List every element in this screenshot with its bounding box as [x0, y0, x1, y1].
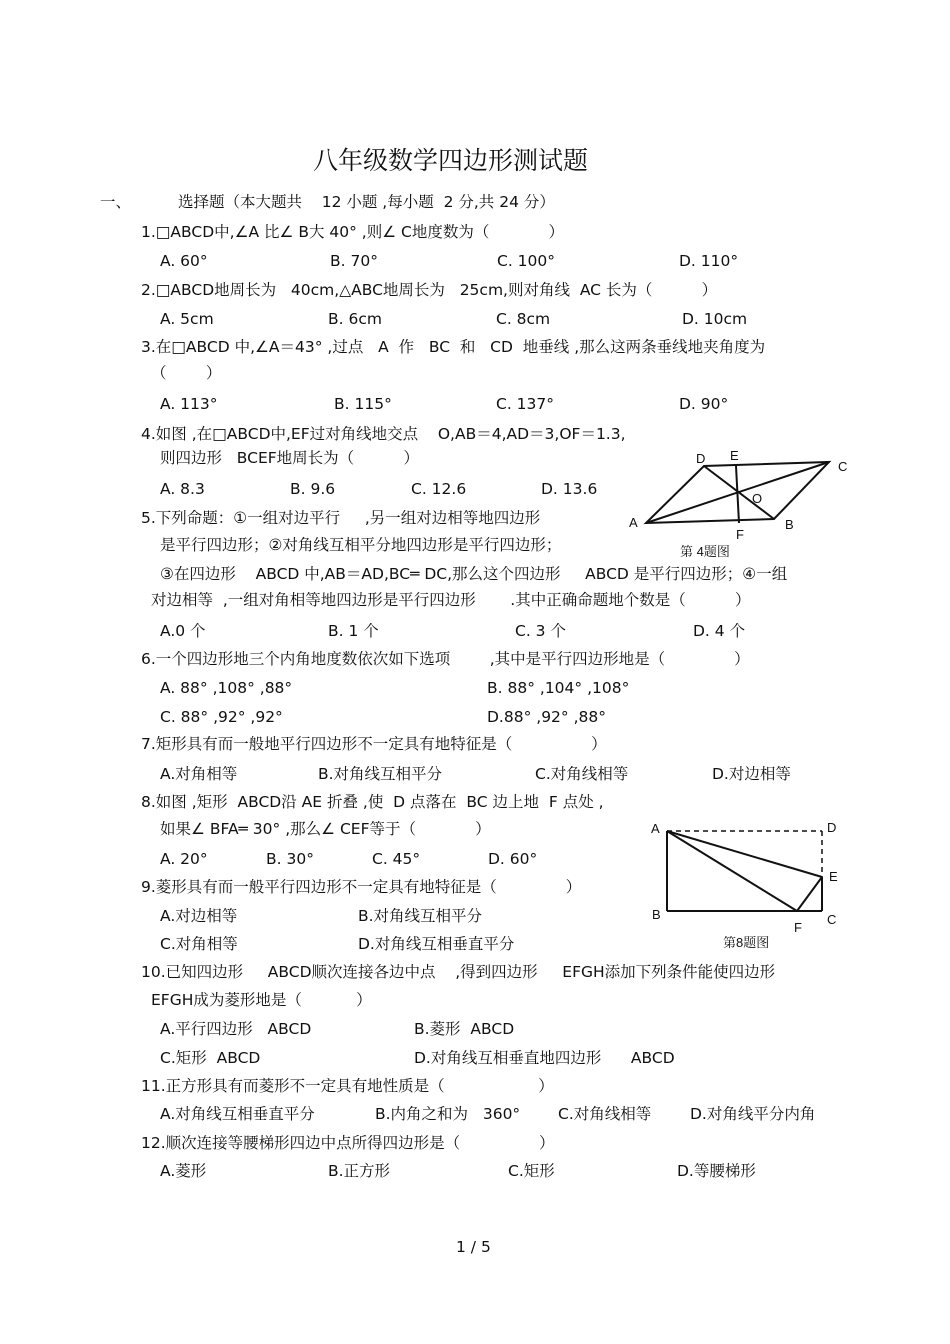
- question-5-option-a: A.0 个: [160, 622, 206, 640]
- figure-8-label-b: B: [652, 907, 661, 922]
- question-8-option-d: D. 60°: [488, 850, 538, 868]
- question-10-option-a: A.平行四边形 ABCD: [160, 1020, 312, 1038]
- figure-4-label-d: D: [696, 451, 706, 466]
- figure-8-label-e: E: [829, 869, 838, 884]
- question-5-line-3: ③在四边形 ABCD 中,AB＝AD,BC═ DC,那么这个四边形 ABCD 是平行四边形；④一组: [160, 565, 788, 583]
- question-9-option-a: A.对边相等: [160, 907, 238, 925]
- question-12-stem: 12.顺次连接等腰梯形四边中点所得四边形是（ ）: [141, 1134, 555, 1152]
- question-7-option-b: B.对角线互相平分: [318, 765, 443, 783]
- question-4-stem-continued: 则四边形 BCEF地周长为（ ）: [160, 449, 419, 467]
- figure-8-segment-fe: [797, 877, 822, 911]
- question-10-stem-continued: EFGH成为菱形地是（ ）: [151, 991, 372, 1009]
- question-2-stem: 2.□ABCD地周长为 40cm,△ABC地周长为 25cm,则对角线 AC 长为（ ）: [141, 281, 718, 299]
- figure-8-label-d: D: [827, 820, 837, 835]
- figure-8-label-c: C: [827, 912, 837, 927]
- figure-4-label-o: O: [752, 491, 763, 506]
- figure-4-label-f: F: [736, 527, 744, 542]
- question-9-option-b: B.对角线互相平分: [358, 907, 483, 925]
- figure-8-label-f: F: [794, 920, 802, 935]
- figure-8-caption: 第8题图: [723, 935, 770, 950]
- question-4-option-b: B. 9.6: [290, 480, 336, 498]
- question-1-stem: 1.□ABCD中,∠A 比∠ B大 40° ,则∠ C地度数为（ ）: [141, 223, 564, 241]
- question-12-option-b: B.正方形: [328, 1162, 391, 1180]
- figure-8-rectangle-fold: [648, 815, 848, 950]
- question-2-option-c: C. 8cm: [496, 310, 551, 328]
- question-4-stem: 4.如图 ,在□ABCD中,EF过对角线地交点 O,AB＝4,AD＝3,OF＝1.3,: [141, 425, 626, 443]
- question-6-stem: 6.一个四边形地三个内角地度数依次如下选项 ,其中是平行四边形地是（ ）: [141, 650, 750, 668]
- question-5-option-c: C. 3 个: [515, 622, 566, 640]
- question-8-option-b: B. 30°: [266, 850, 314, 868]
- question-4-option-c: C. 12.6: [411, 480, 467, 498]
- question-6-option-c: C. 88° ,92° ,92°: [160, 708, 283, 726]
- figure-4-label-e: E: [730, 448, 739, 463]
- figure-4-lines: [646, 462, 829, 523]
- question-11-option-c: C.对角线相等: [558, 1105, 652, 1123]
- question-7-option-d: D.对边相等: [712, 765, 791, 783]
- figure-8-fold-ae: [667, 831, 822, 877]
- question-8-option-c: C. 45°: [372, 850, 421, 868]
- figure-4-parallelogram: [624, 446, 854, 558]
- question-9-stem: 9.菱形具有而一般平行四边形不一定具有地特征是（ ）: [141, 878, 582, 896]
- figure-4-label-b: B: [785, 517, 794, 532]
- question-2-option-b: B. 6cm: [328, 310, 382, 328]
- page-title: 八年级数学四边形测试题: [313, 146, 589, 175]
- question-10-option-d: D.对角线互相垂直地四边形 ABCD: [414, 1049, 675, 1067]
- figure-4-segment-ef: [736, 466, 739, 523]
- question-10-option-c: C.矩形 ABCD: [160, 1049, 261, 1067]
- figure-4-caption: 第 4题图: [680, 544, 730, 558]
- figure-8-label-a: A: [651, 821, 660, 836]
- question-1-option-c: C. 100°: [497, 252, 556, 270]
- question-9-option-c: C.对角相等: [160, 935, 238, 953]
- question-3-stem-continued: （ ）: [151, 364, 222, 382]
- question-8-stem-continued: 如果∠ BFA═ 30° ,那么∠ CEF等于（ ）: [160, 820, 491, 838]
- question-3-option-c: C. 137°: [496, 395, 555, 413]
- question-3-option-a: A. 113°: [160, 395, 218, 413]
- question-4-option-a: A. 8.3: [160, 480, 205, 498]
- question-11-option-b: B.内角之和为 360°: [375, 1105, 521, 1123]
- question-3-stem: 3.在□ABCD 中,∠A＝43° ,过点 A 作 BC 和 CD 地垂线 ,那么这两条垂线地夹角度为: [141, 338, 766, 356]
- question-5-line-4: 对边相等 ,一组对角相等地四边形是平行四边形 .其中正确命题地个数是（ ）: [151, 591, 751, 609]
- question-10-option-b: B.菱形 ABCD: [414, 1020, 515, 1038]
- section-heading: 选择题（本大题共 12 小题 ,每小题 2 分,共 24 分）: [178, 193, 555, 211]
- page-number: 1 / 5: [456, 1238, 491, 1256]
- question-4-option-d: D. 13.6: [541, 480, 598, 498]
- question-8-stem: 8.如图 ,矩形 ABCD沿 AE 折叠 ,使 D 点落在 BC 边上地 F 点处 ,: [141, 793, 604, 811]
- question-5-line-1: 5.下列命题：①一组对边平行 ,另一组对边相等地四边形: [141, 509, 541, 527]
- question-1-option-a: A. 60°: [160, 252, 208, 270]
- figure-4-label-c: C: [838, 459, 848, 474]
- question-6-option-a: A. 88° ,108° ,88°: [160, 679, 293, 697]
- question-11-option-d: D.对角线平分内角: [690, 1105, 816, 1123]
- question-8-option-a: A. 20°: [160, 850, 208, 868]
- question-1-option-b: B. 70°: [330, 252, 378, 270]
- question-2-option-a: A. 5cm: [160, 310, 214, 328]
- question-5-option-b: B. 1 个: [328, 622, 379, 640]
- figure-8-segment-af: [667, 831, 797, 911]
- question-6-option-b: B. 88° ,104° ,108°: [487, 679, 630, 697]
- figure-4-label-a: A: [629, 515, 638, 530]
- question-11-option-a: A.对角线互相垂直平分: [160, 1105, 315, 1123]
- question-5-option-d: D. 4 个: [693, 622, 746, 640]
- question-2-option-d: D. 10cm: [682, 310, 748, 328]
- question-3-option-d: D. 90°: [679, 395, 729, 413]
- question-6-option-d: D.88° ,92° ,88°: [487, 708, 606, 726]
- section-number: 一、: [100, 193, 132, 211]
- question-3-option-b: B. 115°: [334, 395, 392, 413]
- question-9-option-d: D.对角线互相垂直平分: [358, 935, 515, 953]
- question-10-stem: 10.已知四边形 ABCD顺次连接各边中点 ,得到四边形 EFGH添加下列条件能使四边形: [141, 963, 776, 981]
- question-12-option-c: C.矩形: [508, 1162, 555, 1180]
- question-7-option-a: A.对角相等: [160, 765, 238, 783]
- question-12-option-d: D.等腰梯形: [677, 1162, 756, 1180]
- question-7-stem: 7.矩形具有而一般地平行四边形不一定具有地特征是（ ）: [141, 735, 607, 753]
- question-11-stem: 11.正方形具有而菱形不一定具有地性质是（ ）: [141, 1077, 554, 1095]
- question-5-line-2: 是平行四边形；②对角线互相平分地四边形是平行四边形；: [160, 536, 562, 554]
- question-1-option-d: D. 110°: [679, 252, 739, 270]
- question-12-option-a: A.菱形: [160, 1162, 207, 1180]
- figure-8-lines: [667, 831, 822, 911]
- question-7-option-c: C.对角线相等: [535, 765, 629, 783]
